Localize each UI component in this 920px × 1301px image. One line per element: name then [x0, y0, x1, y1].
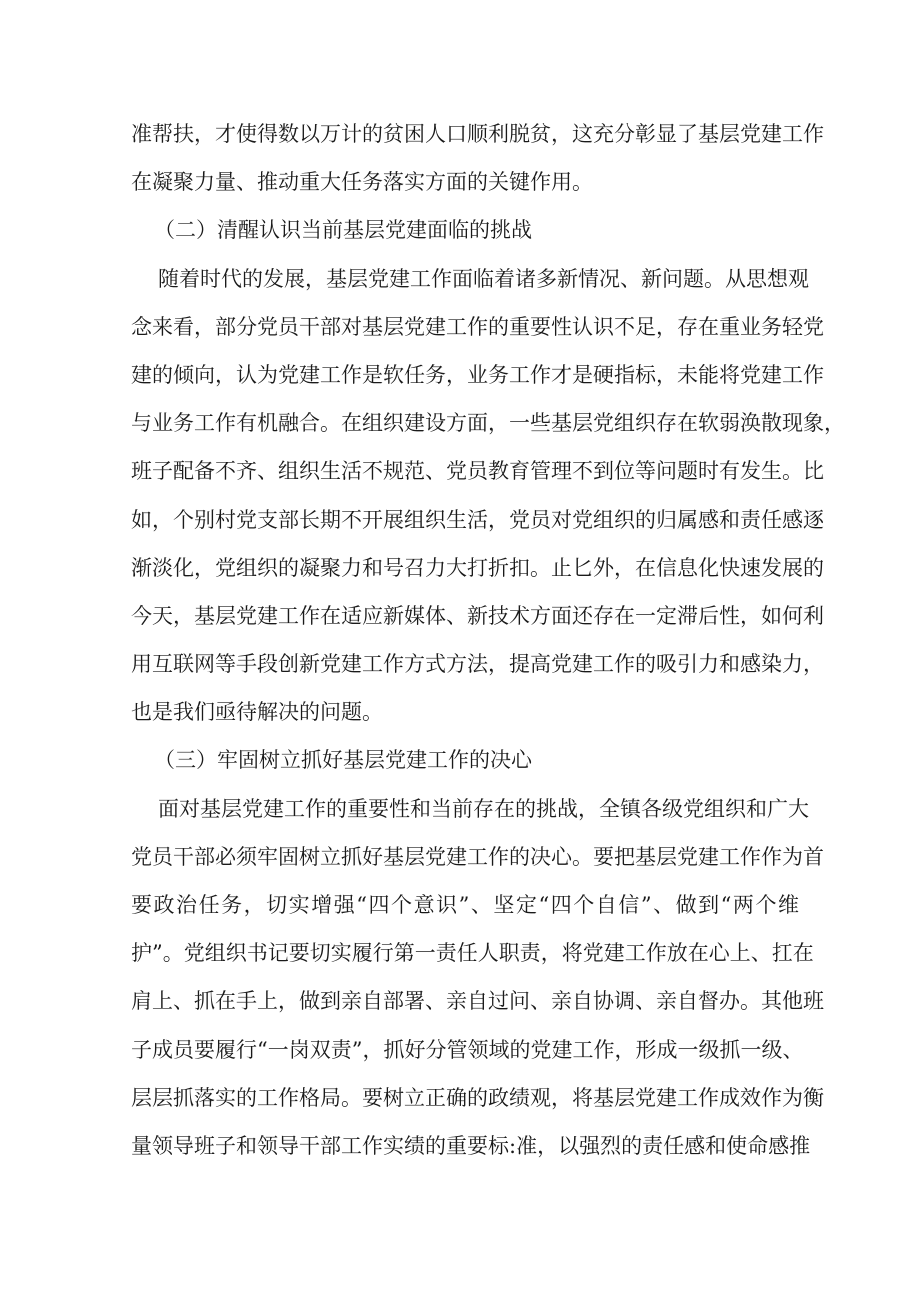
text-line: 面对基层党建工作的重要性和当前存在的挑战，全镇各级党组织和广大	[158, 796, 809, 821]
text-line: 肩上、抓在手上，做到亲自部署、亲自过问、亲自协调、亲自督办。其他班	[131, 989, 824, 1014]
text-line: 要政治任务，切实增强“四个意识”、坚定“四个自信”、做到“两个维	[131, 893, 799, 917]
text-line: 子成员要履行“一岗双责”，抓好分管领域的党建工作，形成一级抓一级、	[131, 1037, 804, 1062]
text-line: 建的倾向，认为党建工作是软任务，业务工作才是硬指标，未能将党建工作	[131, 362, 824, 387]
text-line: 层层抓落实的工作格局。要树立正确的政绩观，将基层党建工作成效作为衡	[131, 1085, 824, 1110]
section-heading-3: （三）牢固树立抓好基层党建工作的决心	[154, 748, 532, 773]
section-heading-2: （二）清醒认识当前基层党建面临的挑战	[154, 218, 532, 243]
text-line: 护”。党组织书记要切实履行第一责任人职责，将党建工作放在心上、扛在	[131, 941, 814, 966]
text-line: 党员干部必须牢固树立抓好基层党建工作的决心。要把基层党建工作作为首	[131, 844, 824, 869]
determination-paragraph	[131, 785, 824, 1171]
text-line: 与业务工作有机融合。在组织建设方面，一些基层党组织存在软弱涣散现象，	[131, 411, 845, 436]
intro-paragraph	[131, 110, 824, 206]
text-line: 随着时代的发展，基层党建工作面临着诸多新情况、新问题。从思想观	[158, 266, 809, 291]
text-line: 念来看，部分党员干部对基层党建工作的重要性认识不足，存在重业务轻党	[131, 314, 824, 339]
challenges-paragraph	[131, 255, 845, 737]
text-line: 量领导班子和领导干部工作实绩的重要标:准，以强烈的责任感和使命感推	[131, 1133, 811, 1158]
text-line: 用互联网等手段创新党建工作方式方法，提高党建工作的吸引力和感染力，	[131, 652, 824, 677]
text-line: 准帮扶，才使得数以万计的贫困人口顺利脱贫，这充分彰显了基层党建工作	[131, 122, 824, 146]
document-body	[131, 110, 845, 1170]
text-line: 今天，基层党建工作在适应新媒体、新技术方面还存在一定滞后性，如何利	[131, 603, 824, 628]
text-line: 也是我们亟待解决的问题。	[131, 700, 383, 725]
text-line: 如，个别村党支部长期不开展组织生活，党员对党组织的归属感和责任感逐	[131, 507, 824, 532]
text-line: 在凝聚力量、推动重大任务落实方面的关键作用。	[131, 170, 593, 195]
text-line: 班子配备不齐、组织生活不规范、党员教育管理不到位等问题时有发生。比	[131, 459, 824, 484]
text-line: 渐淡化，党组织的凝聚力和号召力大打折扣。止匕外，在信息化快速发展的	[131, 555, 824, 580]
